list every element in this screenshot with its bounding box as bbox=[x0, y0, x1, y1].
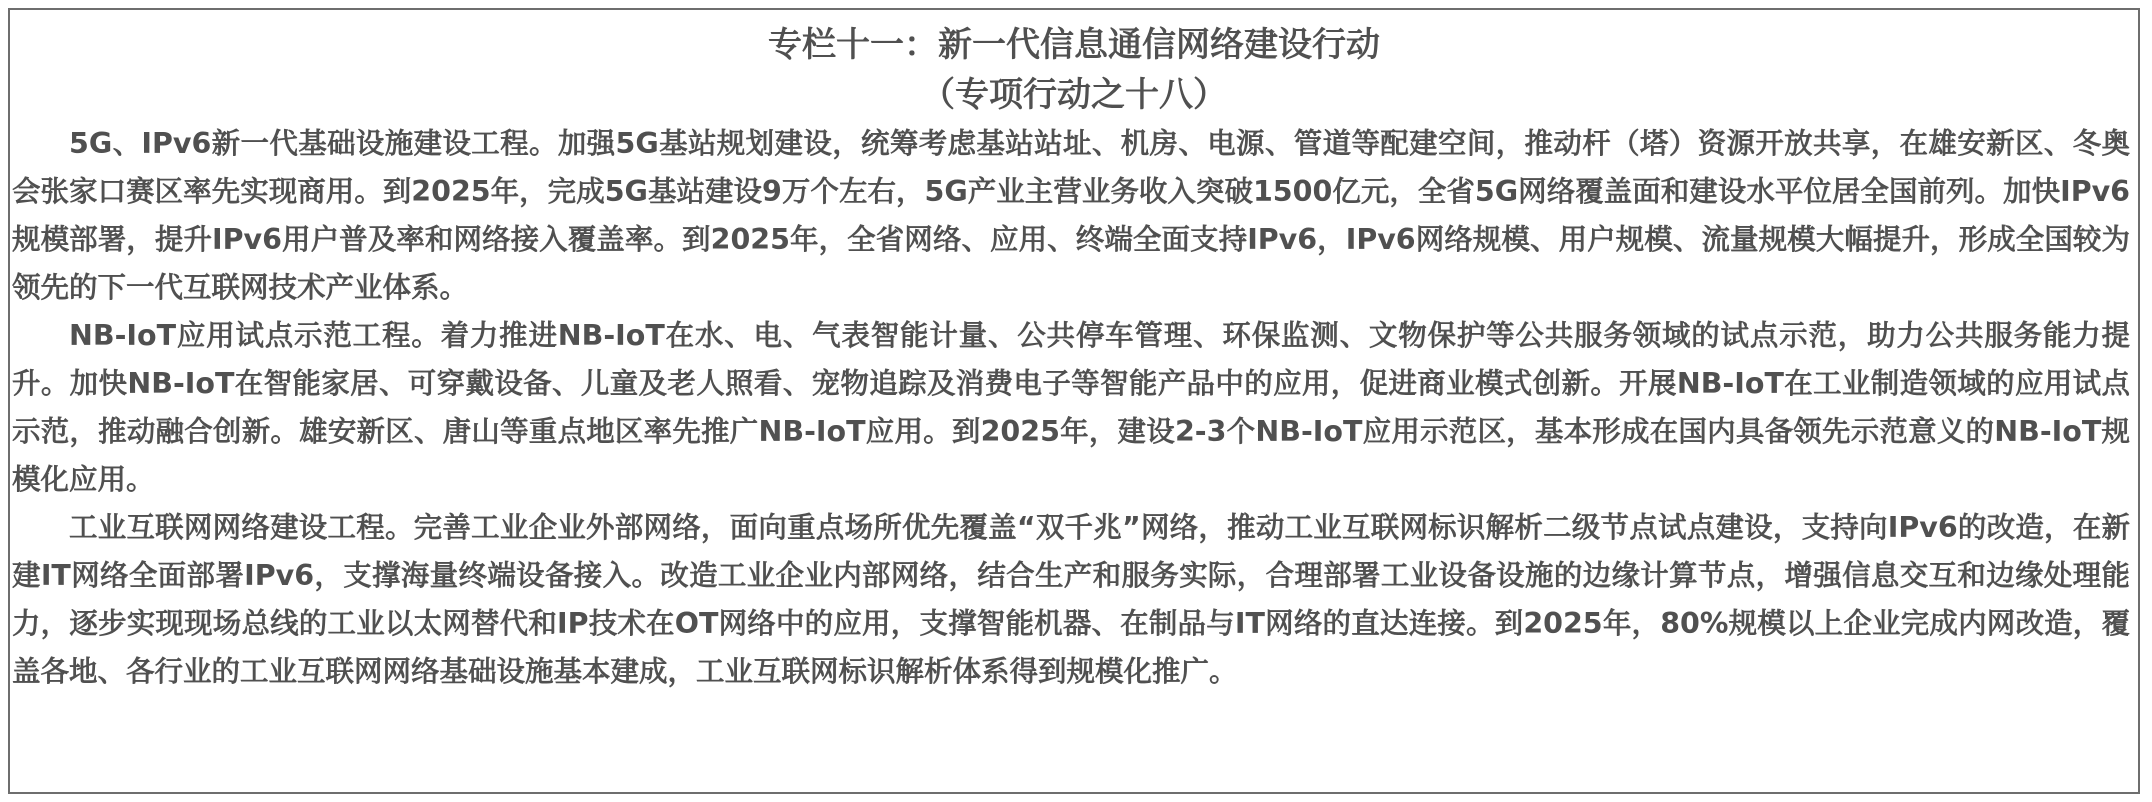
column-box bbox=[8, 8, 2140, 794]
column-title bbox=[10, 20, 2138, 120]
column-title-main: 专栏十一：新一代信息通信网络建设行动 bbox=[768, 25, 1380, 65]
paragraph-industrial-internet: 工业互联网网络建设工程。完善工业企业外部网络，面向重点场所优先覆盖“双千兆”网络，推动工业互联网标识解析二级节点试点建设，支持向IPv6的改造，在新建IT网络全面部署IPv6，支撑海量终端设备接入。改造工业企业内部网络，结合生产和服务实际，合理部署工业设备设施的边缘计算节点，增强信息交互和边缘处理能力，逐步实现现场总线的工业以太网替代和IP技术在OT网络中的应用，支撑智能机器、在制品与IT网络的直达连接。到2025年，80%规模以上企业完成内网改造，覆盖各地、各行业的工业互联网网络基础设施基本建成，工业互联网标识解析体系得到规模化推广。 bbox=[12, 511, 2130, 688]
paragraph-nb-iot: NB-IoT应用试点示范工程。着力推进NB-IoT在水、电、气表智能计量、公共停车管理、环保监测、文物保护等公共服务领域的试点示范，助力公共服务能力提升。加快NB-IoT在智能家居、可穿戴设备、儿童及老人照看、宠物追踪及消费电子等智能产品中的应用，促进商业模式创新。开展NB-IoT在工业制造领域的应用试点示范，推动融合创新。雄安新区、唐山等重点地区率先推广NB-IoT应用。到2025年，建设2-3个NB-IoT应用示范区，基本形成在国内具备领先示范意义的NB-IoT规模化应用。 bbox=[12, 319, 2130, 496]
paragraph-5g-ipv6: 5G、IPv6新一代基础设施建设工程。加强5G基站规划建设，统筹考虑基站站址、机房、电源、管道等配建空间，推动杆（塔）资源开放共享，在雄安新区、冬奥会张家口赛区率先实现商用。到2025年，完成5G基站建设9万个左右，5G产业主营业务收入突破1500亿元，全省5G网络覆盖面和建设水平位居全国前列。加快IPv6规模部署，提升IPv6用户普及率和网络接入覆盖率。到2025年，全省网络、应用、终端全面支持IPv6，IPv6网络规模、用户规模、流量规模大幅提升，形成全国较为领先的下一代互联网技术产业体系。 bbox=[12, 127, 2130, 304]
column-title-sub: （专项行动之十八） bbox=[921, 75, 1227, 115]
